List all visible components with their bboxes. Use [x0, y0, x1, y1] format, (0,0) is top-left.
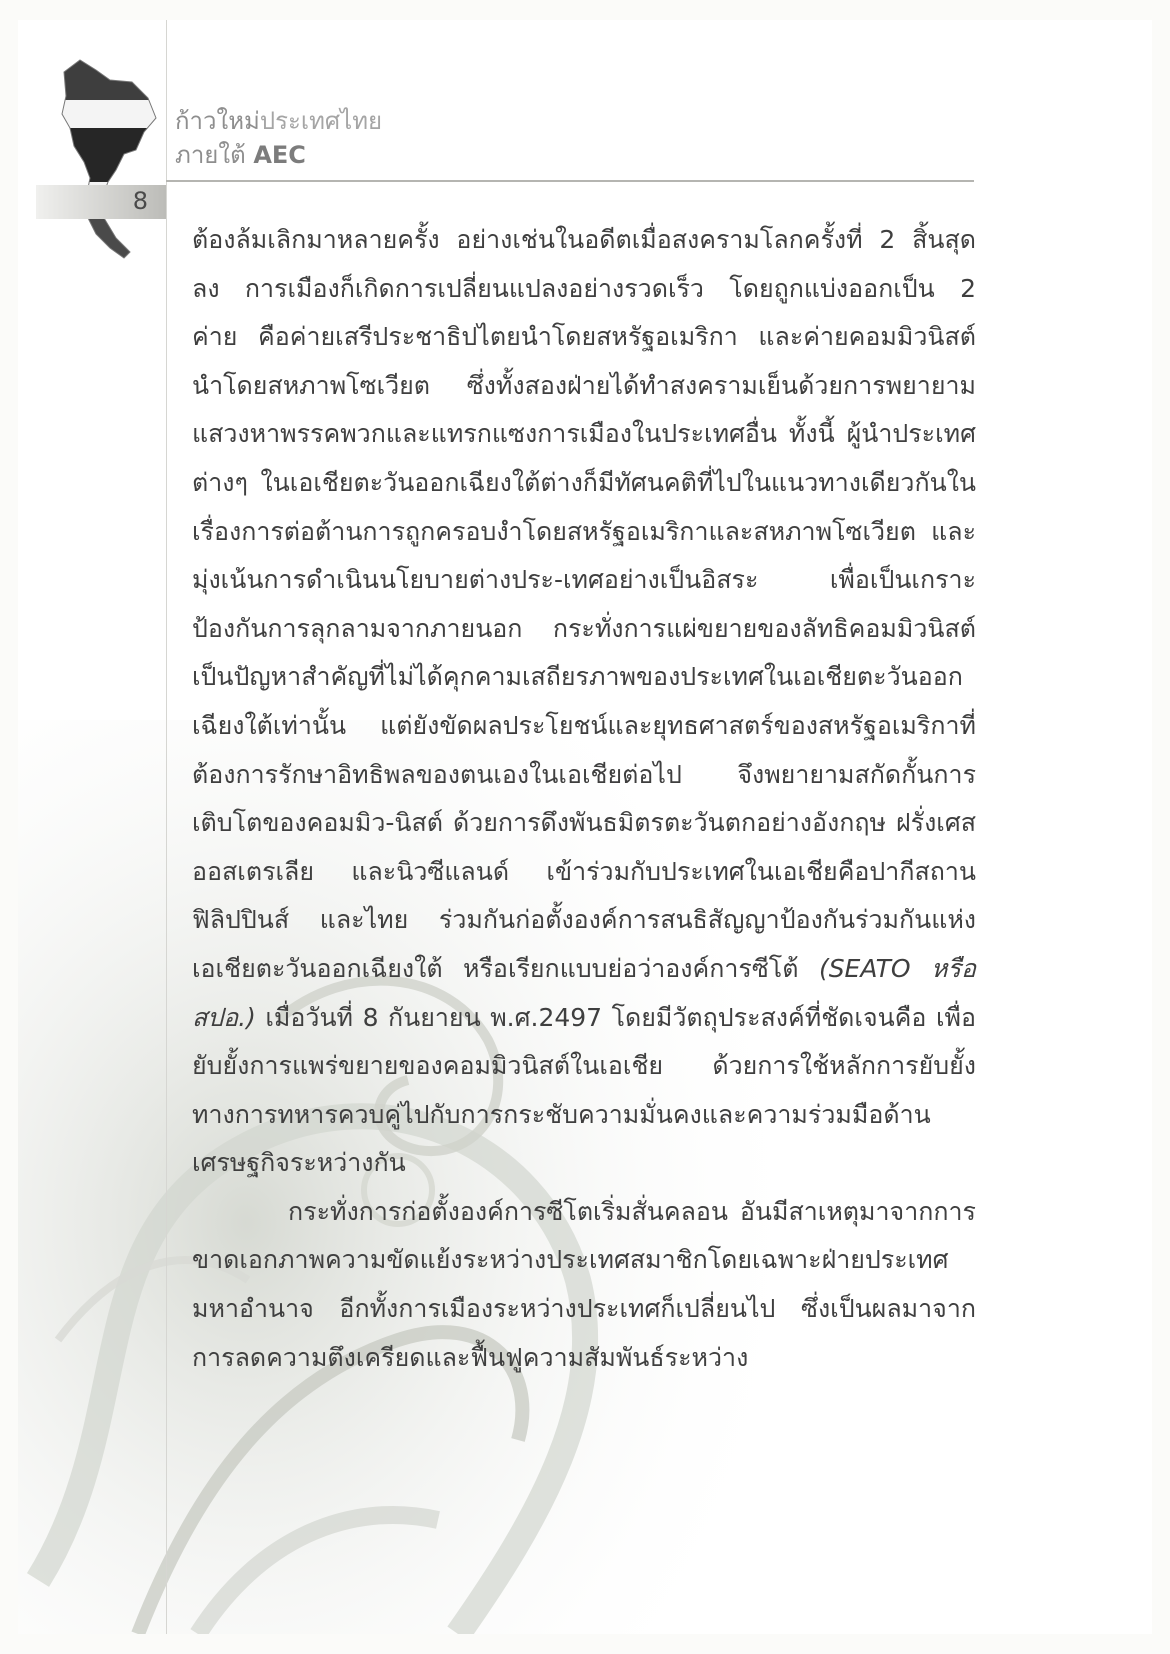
- body-text: [192, 216, 976, 1382]
- thailand-map-flag-logo: [44, 52, 162, 272]
- book-title-part2: ประเทศไทย: [259, 107, 383, 135]
- paragraph-1-text-b: เมื่อวันที่ 8 กันยายน พ.ศ.2497 โดยมีวัตถุประสงค์ที่ชัดเจนคือ เพื่อยับยั้งการแพร่ขยายของคอมมิวนิสต์ในเอเชีย ด้วยการใช้หลักการยับยั้งทางการทหารควบคู่ไปกับการกระชับความมั่นคงและความร่วมมือด้านเศรษฐกิจระหว่างกัน: [192, 1002, 976, 1178]
- page-number: 8: [132, 187, 148, 215]
- header-divider: [166, 180, 974, 182]
- book-title: [175, 106, 382, 136]
- left-margin-rule: [166, 20, 167, 1634]
- paragraph-2: กระทั่งการก่อตั้งองค์การซีโตเริ่มสั่นคลอน อันมีสาเหตุมาจากการขาดเอกภาพความขัดแย้งระหว่างประเทศสมาชิกโดยเฉพาะฝ่ายประเทศมหาอำนาจ อีกทั้งการเมืองระหว่างประเทศก็เปลี่ยนไป ซึ่งเป็นผลมาจากการลดความตึงเครียดและฟื้นฟูความสัมพันธ์ระหว่าง: [192, 1196, 976, 1372]
- book-subtitle-part1: ภายใต้: [175, 141, 246, 169]
- paragraph-1: [192, 216, 976, 1188]
- paragraph-1-italic-abbrev: (SEATO หรือ สปอ.): [192, 953, 976, 1032]
- book-subtitle-part2: AEC: [253, 141, 306, 169]
- document-page: [18, 20, 1152, 1634]
- book-title-part1: ก้าวใหม่: [175, 107, 260, 135]
- page-number-tab: [36, 185, 166, 219]
- book-subtitle: [175, 140, 306, 170]
- paragraph-1-text-a: ต้องล้มเลิกมาหลายครั้ง อย่างเช่นในอดีตเมื่อสงครามโลกครั้งที่ 2 สิ้นสุดลง การเมืองก็เกิดการเปลี่ยนแปลงอย่างรวดเร็ว โดยถูกแบ่งออกเป็น 2 ค่าย คือค่ายเสรีประชาธิปไตยนำโดยสหรัฐอเมริกา และค่ายคอมมิวนิสต์นำโดยสหภาพโซเวียต ซึ่งทั้งสองฝ่ายได้ทำสงครามเย็นด้วยการพยายามแสวงหาพรรคพวกและแทรกแซงการเมืองในประเทศอื่น ทั้งนี้ ผู้นำประเทศต่างๆ ในเอเชียตะวันออกเฉียงใต้ต่างก็มีทัศนคติที่ไปในแนวทางเดียวกันในเรื่องการต่อต้านการถูกครอบงำโดยสหรัฐอเมริกาและสหภาพโซเวียต และมุ่งเน้นการดำเนินนโยบายต่างประ-เทศอย่างเป็นอิสระ เพื่อเป็นเกราะป้องกันการลุกลามจากภายนอก กระทั่งการแผ่ขยายของลัทธิคอมมิวนิสต์เป็นปัญหาสำคัญที่ไม่ได้คุกคามเสถียรภาพของประเทศในเอเชียตะวันออกเฉียงใต้เท่านั้น แต่ยังขัดผลประโยชน์และยุทธศาสตร์ของสหรัฐอเมริกาที่ต้องการรักษาอิทธิพลของตนเองในเอเชียต่อไป จึงพยายามสกัดกั้นการเติบโตของคอมมิว-นิสต์ ด้วยการดึงพันธมิตรตะวันตกอย่างอังกฤษ ฝรั่งเศส ออสเตรเลีย และนิวซีแลนด์ เข้าร่วมกับประเทศในเอเชียคือปากีสถาน ฟิลิปปินส์ และไทย ร่วมกันก่อตั้งองค์การสนธิสัญญาป้องกันร่วมกันแห่งเอเชียตะวันออกเฉียงใต้ หรือเรียกแบบย่อว่าองค์การซีโต้: [192, 225, 976, 983]
